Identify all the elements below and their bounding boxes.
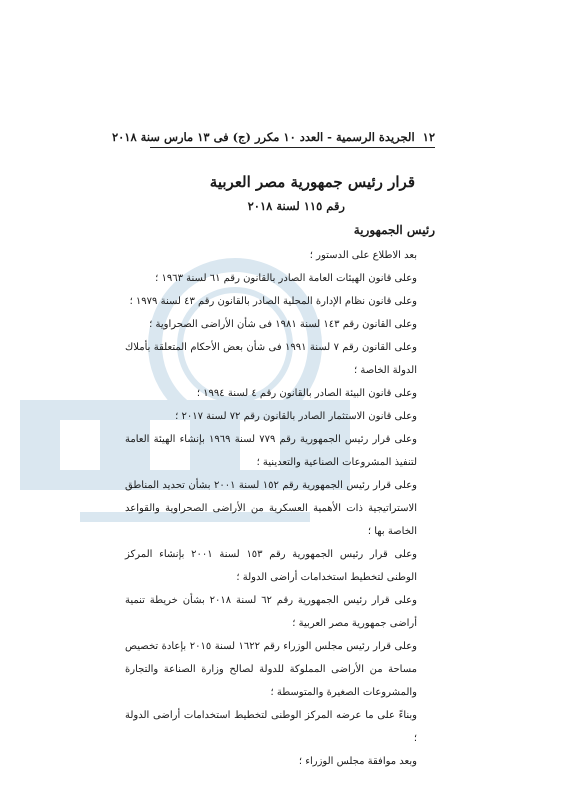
decree-title: قرار رئيس جمهورية مصر العربية xyxy=(209,173,415,191)
decree-number: رقم ١١٥ لسنة ٢٠١٨ xyxy=(247,199,345,213)
preamble-paragraph: وبناءً على ما عرضه المركز الوطنى لتخطيط استخدامات أراضى الدولة ؛ xyxy=(125,710,417,744)
preamble-paragraph: وعلى قرار رئيس الجمهورية رقم ١٥٣ لسنة ٢٠٠١ بإنشاء المركز الوطنى لتخطيط استخدامات أراضى الدولة ؛ xyxy=(125,549,417,583)
preamble-paragraph: وبعد موافقة مجلس الوزراء ؛ xyxy=(298,756,417,767)
preamble-paragraph: وعلى قانون الاستثمار الصادر بالقانون رقم ٧٢ لسنة ٢٠١٧ ؛ xyxy=(175,411,417,422)
preamble-paragraph: وعلى قانون البيئة الصادر بالقانون رقم ٤ لسنة ١٩٩٤ ؛ xyxy=(196,388,417,399)
preamble-text xyxy=(125,244,435,773)
gazette-issue-line: الجريدة الرسمية - العدد ١٠ مكرر (ج) فى ١٣ مارس سنة ٢٠١٨ xyxy=(111,130,415,144)
preamble-paragraph: بعد الاطلاع على الدستور ؛ xyxy=(309,250,417,261)
gazette-header xyxy=(111,130,435,148)
preamble-paragraph: وعلى قرار رئيس الجمهورية رقم ٦٢ لسنة ٢٠١٨ بشأن خريطة تنمية أراضى جمهورية مصر العربية ؛ xyxy=(125,595,417,629)
preamble-paragraph: وعلى قرار رئيس مجلس الوزراء رقم ١٦٢٢ لسنة ٢٠١٥ بإعادة تخصيص مساحة من الأراضى المملوكة للدولة لصالح وزارة الصناعة والتجارة والمشروعات الصغيرة والمتوسطة ؛ xyxy=(125,641,417,698)
preamble-paragraph: وعلى قرار رئيس الجمهورية رقم ٧٧٩ لسنة ١٩٦٩ بإنشاء الهيئة العامة لتنفيذ المشروعات الصناعية والتعدينية ؛ xyxy=(125,434,417,468)
preamble-paragraph: وعلى القانون رقم ١٤٣ لسنة ١٩٨١ فى شأن الأراضى الصحراوية ؛ xyxy=(149,319,417,330)
preamble-paragraph: وعلى قانون نظام الإدارة المحلية الصادر بالقانون رقم ٤٣ لسنة ١٩٧٩ ؛ xyxy=(129,296,417,307)
preamble-paragraph: وعلى قانون الهيئات العامة الصادر بالقانون رقم ٦١ لسنة ١٩٦٣ ؛ xyxy=(155,273,417,284)
preamble-paragraph: وعلى القانون رقم ٧ لسنة ١٩٩١ فى شأن بعض الأحكام المتعلقة بأملاك الدولة الخاصة ؛ xyxy=(125,342,417,376)
decree-authority: رئيس الجمهورية xyxy=(353,223,435,237)
preamble-paragraph: وعلى قرار رئيس الجمهورية رقم ١٥٢ لسنة ٢٠٠١ بشأن تحديد المناطق الاستراتيجية ذات الأهمية العسكرية من الأراضى الصحراوية والقواعد الخاصة بها ؛ xyxy=(125,480,417,537)
page-number: ١٢ xyxy=(422,130,435,144)
